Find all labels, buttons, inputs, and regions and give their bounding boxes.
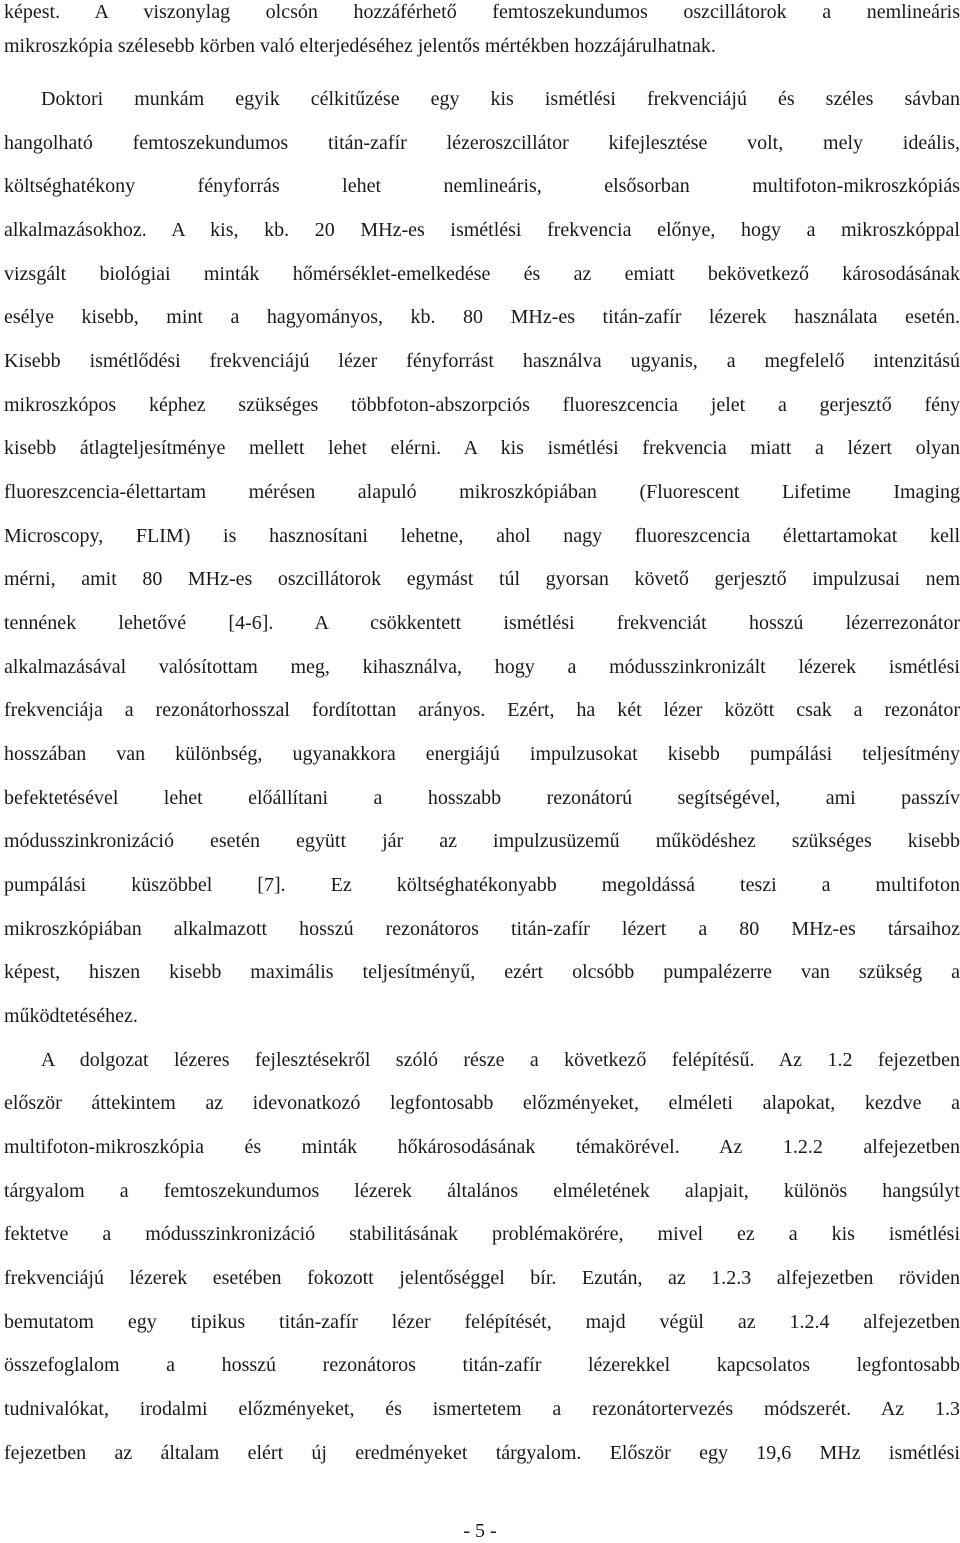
text-line: Doktori munkám egyik célkitűzése egy kis ismétlési frekvenciájú és széles sávban bbox=[41, 88, 960, 110]
text-line: tárgyalom a femtoszekundumos lézerek általános elméletének alapjait, különös hangsúlyt bbox=[4, 1180, 960, 1202]
text-line: költséghatékony fényforrás lehet nemlineáris, elsősorban multifoton-mikroszkópiás bbox=[4, 175, 960, 197]
text-line: tennének lehetővé [4-6]. A csökkentett ismétlési frekvenciát hosszú lézerrezonátor bbox=[4, 612, 960, 634]
text-line: mikroszkópia szélesebb körben való elterjedéséhez jelentős mértékben hozzájárulhatnak. bbox=[4, 35, 716, 57]
text-line: képest, hiszen kisebb maximális teljesítményű, ezért olcsóbb pumpalézerre van szükség a bbox=[4, 961, 960, 983]
text-line: multifoton-mikroszkópia és minták hőkárosodásának témakörével. Az 1.2.2 alfejezetben bbox=[4, 1136, 960, 1158]
text-line: pumpálási küszöbbel [7]. Ez költséghatékonyabb megoldássá teszi a multifoton bbox=[4, 874, 960, 896]
text-line: Kisebb ismétlődési frekvenciájú lézer fényforrást használva ugyanis, a megfelelő intenzitású bbox=[4, 350, 960, 372]
text-line: bemutatom egy tipikus titán-zafír lézer felépítését, majd végül az 1.2.4 alfejezetben bbox=[4, 1311, 960, 1333]
text-line: hangolható femtoszekundumos titán-zafír lézeroszcillátor kifejlesztése volt, mely ideális, bbox=[4, 132, 960, 154]
text-line: vizsgált biológiai minták hőmérséklet-emelkedése és az emiatt bekövetkező károsodásának bbox=[4, 263, 960, 285]
text-line: működtetéséhez. bbox=[4, 1005, 138, 1027]
text-line: mikroszkópos képhez szükséges többfoton-abszorpciós fluoreszcencia jelet a gerjesztő fény bbox=[4, 394, 960, 416]
text-line: először áttekintem az idevonatkozó legfontosabb előzményeket, elméleti alapokat, kezdve a bbox=[4, 1092, 960, 1114]
text-line: frekvenciájú lézerek esetében fokozott jelentőséggel bír. Ezután, az 1.2.3 alfejezetben röviden bbox=[4, 1267, 960, 1289]
text-line: esélye kisebb, mint a hagyományos, kb. 80 MHz-es titán-zafír lézerek használata esetén. bbox=[4, 306, 960, 328]
text-line: fluoreszcencia-élettartam mérésen alapuló mikroszkópiában (Fluorescent Lifetime Imaging bbox=[4, 481, 960, 503]
text-line: frekvenciája a rezonátorhosszal fordítottan arányos. Ezért, ha két lézer között csak a rezonátor bbox=[4, 699, 960, 721]
text-line: befektetésével lehet előállítani a hosszabb rezonátorú segítségével, ami passzív bbox=[4, 787, 960, 809]
text-line: kisebb átlagteljesítménye mellett lehet elérni. A kis ismétlési frekvencia miatt a lézert olyan bbox=[4, 437, 960, 459]
page-number: - 5 - bbox=[463, 1520, 497, 1542]
text-line: fektetve a módusszinkronizáció stabilitásának problémakörére, mivel ez a kis ismétlési bbox=[4, 1223, 960, 1245]
text-line: fejezetben az általam elért új eredményeket tárgyalom. Először egy 19,6 MHz ismétlési bbox=[4, 1442, 960, 1464]
text-line: képest. A viszonylag olcsón hozzáférhető femtoszekundumos oszcillátorok a nemlineáris bbox=[4, 1, 960, 23]
text-line: hosszában van különbség, ugyanakkora energiájú impulzusokat kisebb pumpálási teljesítmény bbox=[4, 743, 960, 765]
text-line: tudnivalókat, irodalmi előzményeket, és ismertetem a rezonátortervezés módszerét. Az 1.3 bbox=[4, 1398, 960, 1420]
text-line: mérni, amit 80 MHz-es oszcillátorok egymást túl gyorsan követő gerjesztő impulzusai nem bbox=[4, 568, 960, 590]
text-line: alkalmazásokhoz. A kis, kb. 20 MHz-es ismétlési frekvencia előnye, hogy a mikroszkóppal bbox=[4, 219, 960, 241]
text-line: mikroszkópiában alkalmazott hosszú rezonátoros titán-zafír lézert a 80 MHz-es társaihoz bbox=[4, 918, 960, 940]
text-line: A dolgozat lézeres fejlesztésekről szóló része a következő felépítésű. Az 1.2 fejezetben bbox=[41, 1049, 960, 1071]
text-line: módusszinkronizáció esetén együtt jár az impulzusüzemű működéshez szükséges kisebb bbox=[4, 830, 960, 852]
text-line: összefoglalom a hosszú rezonátoros titán-zafír lézerekkel kapcsolatos legfontosabb bbox=[4, 1354, 960, 1376]
text-line: alkalmazásával valósítottam meg, kihasználva, hogy a módusszinkronizált lézerek ismétlési bbox=[4, 656, 960, 678]
text-line: Microscopy, FLIM) is hasznosítani lehetne, ahol nagy fluoreszcencia élettartamokat kell bbox=[4, 525, 960, 547]
